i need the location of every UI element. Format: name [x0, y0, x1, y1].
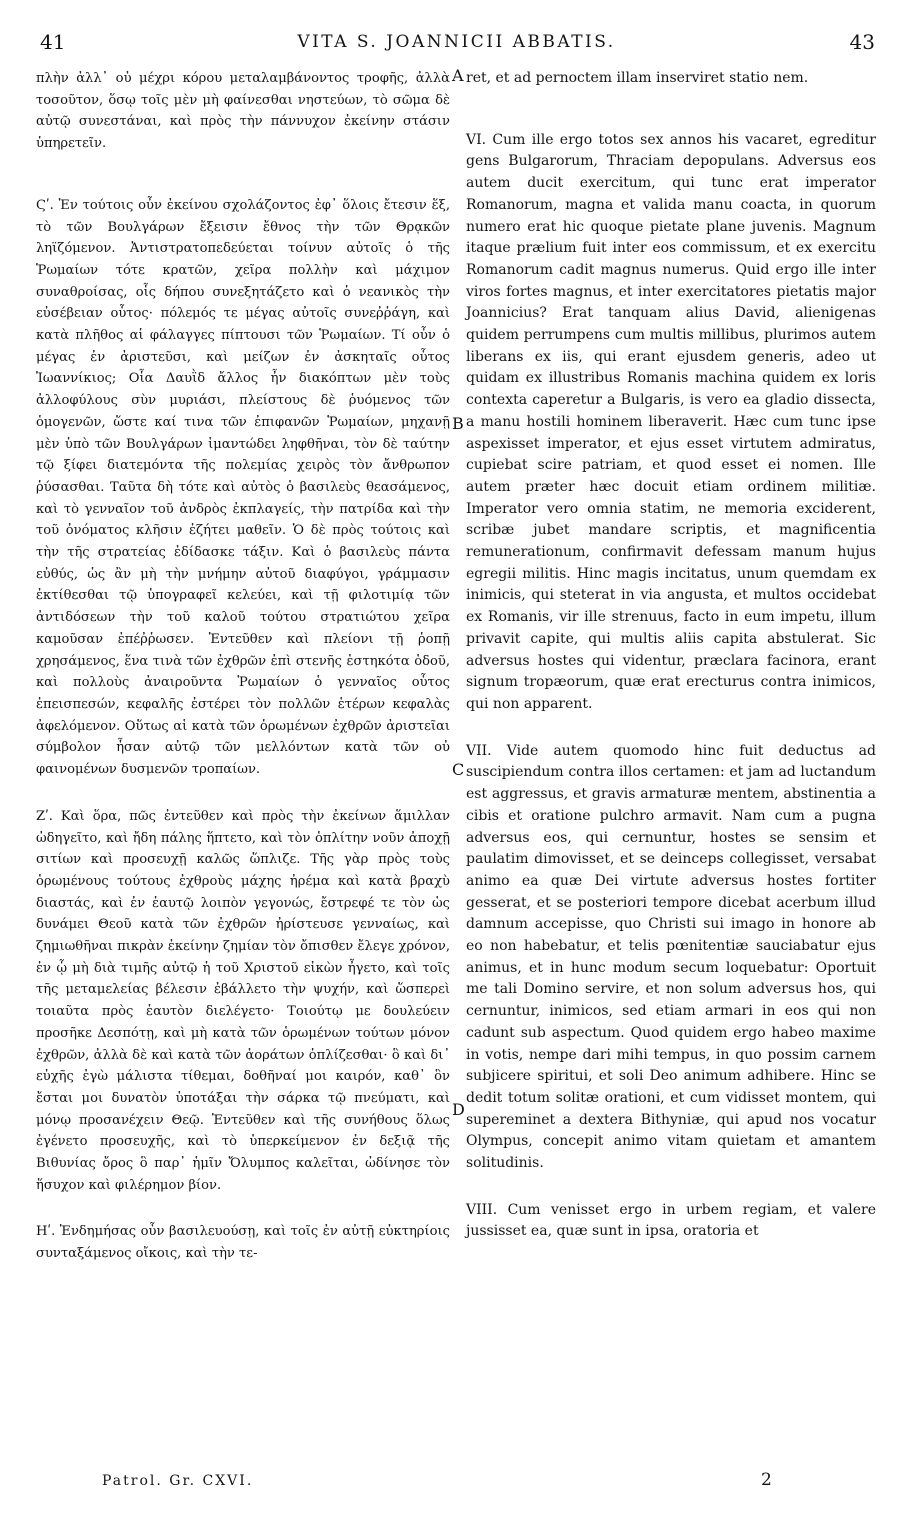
greek-paragraph-intro: πλὴν ἀλλ᾽ οὐ μέχρι κόρου μεταλαμβάνοντος τροφῆς, ἀλλὰ τοσοῦτον, ὅσῳ τοῖς μὲν μὴ φαίνεσθαι νηστεύων, τὸ σῶμα δὲ αὐτῷ συνεστάναι, καὶ πρὸς τὴν πάννυχον ἐκείνην στάσιν ὑπηρετεῖν. — [36, 71, 450, 152]
section-gap — [36, 1196, 450, 1221]
section-gap — [466, 1175, 876, 1200]
margin-marker-d: D — [452, 1100, 465, 1119]
section-gap — [36, 155, 450, 195]
margin-marker-a: A — [452, 66, 464, 85]
footer-signature: 2 — [761, 1470, 772, 1490]
page-header — [0, 30, 913, 60]
latin-paragraph-8: VIII. Cum venisset ergo in urbem regiam, et valere jussisset ea, quæ sunt in ipsa, oratoria et — [466, 1201, 876, 1240]
section-gap — [36, 781, 450, 806]
page-number-right: 43 — [849, 30, 875, 54]
latin-paragraph-7: VII. Vide autem quomodo hinc fuit deductus ad suscipiendum contra illos certamen: et jam ad luctandum est aggressus, et gravis armaturæ mentem, abstinentia a cibis et oratione pulchro armavit. Nam cum a pugna adversus eos, qui cernuntur, hostes se sensim et paulatim dimovisset, et se deinceps collegisset, versabat animo ea quæ Dei virtute adversus hostes fortiter gesserat, et se posteriori tempore dicebat acerbum illud damnum accepisse, quo Christi sui imago in honore ab eo non habebatur, et telis pœnitentiæ sauciabatur ejus animus, et in hunc modum secum loquebatur: Oportuit me tali Domino servire, et non solum adversus hos, qui cernuntur, inimicos, sed etiam armari in eos qui non cadunt sub aspectum. Quod quidem ergo habeo maxime in votis, nempe dari mihi tempus, in quo possim carnem subjicere spiritui, et soli Deo animum adhibere. Hinc se dedit totum solitæ orationi, et cum vidisset montem, qui supereminet a dextera Bithyniæ, qui apud nos vocatur Olympus, concepit animo vitam quietam et amantem solitudinis. — [466, 742, 876, 1172]
latin-paragraph-6: VI. Cum ille ergo totos sex annos his vacaret, egreditur gens Bulgarorum, Thraciam depopulans. Adversus eos autem ducit exercitum, qui tunc erat imperator Romanorum, magna et valida manu coacta, in quorum numero erat hic quoque pietate plane juvenis. Magnum itaque prælium fuit inter eos commissum, et ex exercitu Romanorum cadit magnus numerus. Quid ergo ille inter viros fortes magnus, et inter exercitatores pietatis major Joannicius? Erat tanquam alius David, alienigenas quidem perrumpens cum multis millibus, plurimos autem liberans ex iis, qui erant ejusdem generis, adeo ut quidam ex illustribus Romanis machina quidem ex loris contexta caperetur a Bulgaris, is vero ea gladio dissecta, a manu hostili hominem liberaverit. Hæc cum tunc ipse aspexisset imperator, et ejus esset virtutem admiratus, cupiebat scire patriam, et quod esset ei nomen. Ille autem præter hæc docuit etiam ordinem militiæ. Imperator vero omnia statim, ne memoria exciderent, scribæ jubet mandare scriptis, et magnificentia remunerationum, confirmavit defessam manum hujus egregii militis. Hinc magis incitatus, unum quemdam ex inimicis, qui steterat in via angusta, et multos occidebat ex Romanis, vir ille strenuus, facto in eum impetu, illum privavit capite, qui multis aliis capita abstulerat. Sic adversus hostes qui videntur, præclara facinora, erant signum tropæorum, quæ erat erecturus contra inimicos, qui non apparent. — [466, 131, 876, 712]
margin-marker-b: B — [452, 414, 464, 433]
latin-paragraph-intro: ret, et ad pernoctem illam inserviret statio nem. — [466, 70, 809, 86]
running-title: VITA S. JOANNICII ABBATIS. — [297, 32, 616, 52]
page-number-left: 41 — [40, 30, 66, 54]
section-gap — [466, 90, 876, 130]
section-gap — [466, 716, 876, 741]
latin-column — [466, 68, 876, 1243]
greek-column — [36, 68, 450, 1265]
greek-paragraph-6: Ϛʹ. Ἐν τούτοις οὖν ἐκείνου σχολάζοντος ἐφ᾽ ὅλοις ἔτεσιν ἕξ, τὸ τῶν Βουλγάρων ἔξεισιν ἔθνος τὴν τῶν Θρᾳκῶν ληϊζόμενον. Ἀντιστρατοπεδεύεται τοίνυν αὐτοῖς ὁ τῆς Ῥωμαίων τότε κρατῶν, χεῖρα πολλὴν καὶ μάχιμον συναθροίσας, οἷς δήπου συνεξητάζετο καὶ ὁ νεανικὸς τὴν εὐσέβειαν οὗτος· πόλεμός τε μέγας αὐτοῖς συνεῤῥάγη, καὶ κατὰ πλῆθος αἱ φάλαγγες πίπτουσι τῶν Ῥωμαίων. Τί οὖν ὁ μέγας ἐν ἀριστεῦσι, καὶ μείζων ἐν ἀσκηταῖς οὗτος Ἰωαννίκιος; Οἷα Δαυῒδ ἄλλος ἦν διακόπτων μὲν τοὺς ἀλλοφύλους σὺν μυριάσι, πλείστους δὲ ῥυόμενος τῶν ὁμογενῶν, ὥστε καί τινα τῶν ἐπιφανῶν Ῥωμαίων, μηχανῇ μὲν ὑπὸ τῶν Βουλγάρων ἱμαντώδει ληφθῆναι, τὸν δὲ ταύτην τῷ ξίφει διατεμόντα τῆς πολεμίας χειρὸς τὸν ἄνθρωπον ῥύσασθαι. Ταῦτα δὴ τότε καὶ αὐτὸς ὁ βασιλεὺς θεασάμενος, καὶ τὸ γενναῖον τοῦ ἀνδρὸς ἐκπλαγείς, τὴν πατρίδα καὶ τὴν τοῦ ὀνόματος κλῆσιν ἐζήτει μαθεῖν. Ὁ δὲ πρὸς τούτοις καὶ τὴν τῆς στρατείας ἐδίδασκε τάξιν. Καὶ ὁ βασιλεὺς πάντα εὐθύς, ὡς ἂν μὴ τὴν μνήμην αὐτοῦ διαφύγοι, γράμμασιν ἐκτίθεσθαι τῷ ὑπογραφεῖ κελεύει, καὶ τῇ φιλοτιμίᾳ τῶν ἀντιδόσεων τὴν τοῦ καλοῦ τούτου στρατιώτου χεῖρα καμοῦσαν ἐπέῤῥωσεν. Ἐντεῦθεν καὶ πλείονι τῇ ῥοπῇ χρησάμενος, ἕνα τινὰ τῶν ἐχθρῶν ἐπὶ στενῆς ἑστηκότα ὁδοῦ, καὶ πολλοὺς ἀναιροῦντα Ῥωμαίων ὁ γενναῖος οὗτος ἐπεισπεσών, κεφαλῆς ἐστέρει τὸν πολλῶν ἑτέρων κεφαλὰς ἀφελόμενον. Οὕτως αἱ κατὰ τῶν ὁρωμένων ἐχθρῶν ἀριστεῖαι σύμβολον ἦσαν αὐτῷ τῶν μελλόντων κατὰ τῶν οὐ φαινομένων δυσμενῶν τροπαίων. — [36, 197, 450, 778]
greek-paragraph-8: Ηʹ. Ἐνδημήσας οὖν βασιλευούσῃ, καὶ τοῖς ἐν αὐτῇ εὐκτηρίοις συνταξάμενος οἴκοις, καὶ τὴν τε- — [36, 1224, 450, 1262]
footer-volume: Patrol. Gr. CXVI. — [102, 1473, 254, 1489]
margin-marker-c: C — [452, 760, 465, 779]
greek-paragraph-7: Ζʹ. Καὶ ὅρα, πῶς ἐντεῦθεν καὶ πρὸς τὴν ἐκείνων ἅμιλλαν ὠδηγεῖτο, καὶ ἤδη πάλης ἥπτετο, καὶ τὸν ὁπλίτην νοῦν ἀποχῇ σιτίων καὶ προσευχῇ καλῶς ὥπλιζε. Τῆς γὰρ πρὸς τοὺς ὁρωμένους τούτους ἐχθροὺς μάχης ἠρέμα καὶ κατὰ βραχὺ διαστάς, καὶ ἐν ἑαυτῷ λοιπὸν γεγονώς, ἔστρεφέ τε τὸν ὡς δυνάμει Θεοῦ κατὰ τῶν ἐχθρῶν ἠρίστευσε γενναίως, καὶ ζημιωθῆναι πικρὰν ἐκείνην ζημίαν τὸν ὄπισθεν ἔλεγε χρόνον, ἐν ᾧ μὴ διὰ τιμῆς αὐτῷ ἡ τοῦ Χριστοῦ εἰκὼν ἦγετο, καὶ τοῖς τῆς μεταμελείας βέλεσιν ἐβάλλετο τὴν ψυχήν, καὶ ὥσπερεὶ τοιαῦτα πρὸς ἑαυτὸν διελέγετο· Τοιούτῳ με δουλεύειν προσῆκε Δεσπότῃ, καὶ μὴ κατὰ τῶν ὁρωμένων τούτων μόνον ἐχθρῶν, ἀλλὰ δὲ καὶ κατὰ τῶν ἀοράτων ὁπλίζεσθαι· ὃ καὶ δι᾽ εὐχῆς ἐγὼ μάλιστα τίθεμαι, δοθῆναί μοι καιρόν, καθ᾽ ὃν ἔσται μοι δυνατὸν ὑποτάξαι τὴν σάρκα τῷ πνεύματι, καὶ μόνῳ προσανέχειν Θεῷ. Ἐντεῦθεν καὶ τῆς συνήθους ὅλως ἐγένετο προσευχῆς, καὶ τὸ ὑπερκείμενον ἐν δεξιᾷ τῆς Βιθυνίας ὄρος ὃ παρ᾽ ἡμῖν Ὄλυμπος καλεῖται, ὠδίνησε τὸν ἥσυχον καὶ φιλέρημον βίον. — [36, 808, 450, 1193]
